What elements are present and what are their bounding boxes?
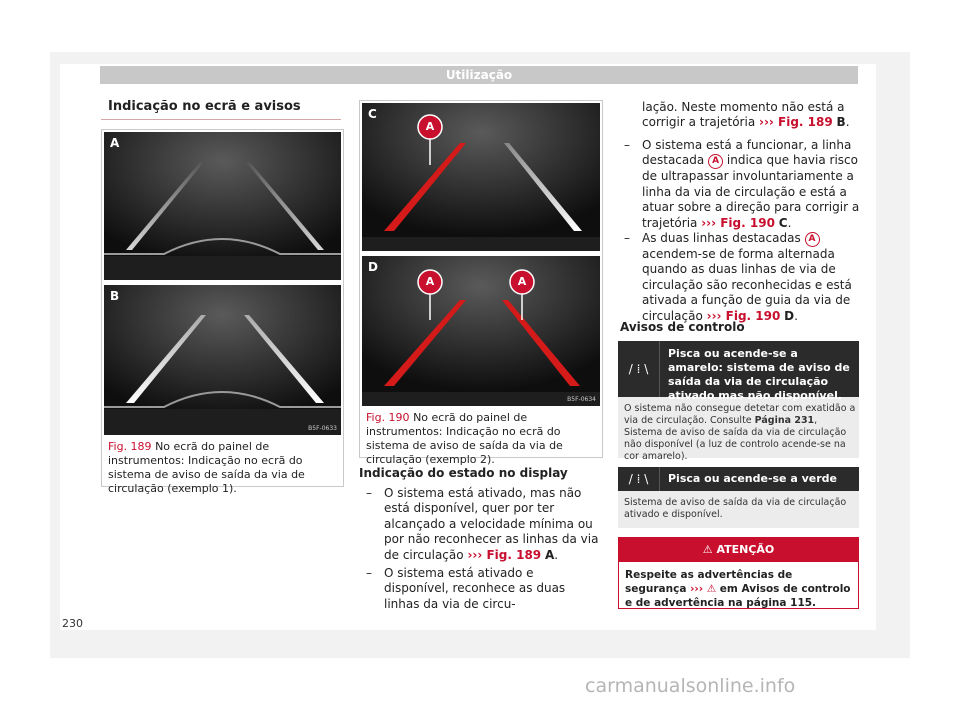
status-item-3-post: indica que havia risco de ultrapassar involuntariamente a linha da via de circulação e está a atuar sobre a direção para corrigir a trajetória	[642, 153, 860, 230]
warning-body	[625, 568, 855, 610]
warning-body-pre: Respeite as advertências de segurança	[625, 569, 793, 595]
fig190-panel-c	[362, 103, 600, 251]
warning-header	[619, 538, 858, 562]
status-item-3-pre: O sistema está a funcionar, a linha destacada	[642, 138, 852, 168]
fig189-panel-a	[104, 132, 341, 280]
list-dash-1: –	[366, 486, 372, 500]
marker-a-badge: A	[708, 154, 723, 169]
warning-box	[618, 537, 859, 609]
fig190-marker-d-right: A	[517, 275, 527, 288]
list-dash-4: –	[624, 231, 630, 245]
warning-body-post: em Avisos de controlo e de advertência na página 115.	[625, 583, 851, 609]
status-item-4-post: acendem-se de forma alternada quando as duas linhas de via de circulação são reconhecidas e está ativada a função de guia da via de circulação	[642, 247, 852, 323]
fig189-caption-text: No ecrã do painel de instrumentos: Indicação no ecrã do sistema de aviso de saída da via de circulação (exemplo 1).	[108, 440, 305, 495]
lane-assist-icon: / ⁞ \	[618, 467, 660, 491]
status-item-2-ref[interactable]: ››› Fig. 189	[759, 115, 833, 130]
fig189-label[interactable]: Fig. 189	[108, 440, 152, 453]
control-row-1-body-pre: O sistema não consegue detetar com exatidão a via de circulação. Consulte	[624, 403, 856, 426]
warning-heading: ATENÇÃO	[716, 543, 775, 556]
watermark: carmanualsonline.info	[585, 675, 796, 697]
control-row-1-page-ref[interactable]: Página 231	[754, 415, 815, 426]
marker-a-badge: A	[805, 232, 820, 247]
status-item-2-cont: lação. Neste momento não está a corrigir a trajetória ››› Fig. 189 B.	[642, 100, 850, 130]
fig190-panel-d	[362, 256, 600, 406]
control-row-1-body-post: , Sistema de aviso de saída da via de circulação não disponível (a luz de controlo acende-se na cor amarelo).	[624, 415, 847, 462]
fig190-caption	[366, 411, 596, 467]
list-dash-2: –	[366, 566, 372, 580]
status-item-4-ref[interactable]: ››› Fig. 190	[706, 308, 781, 323]
status-item-1-letter: A	[544, 547, 555, 562]
warning-triangle-small-icon: ⚠	[706, 583, 717, 595]
control-row-1	[618, 341, 859, 462]
status-item-3-ref[interactable]: ››› Fig. 190	[701, 215, 775, 230]
status-item-2-cont-text: lação. Neste momento não está a corrigir a trajetória	[642, 100, 845, 130]
status-item-4: As duas linhas destacadas A acendem-se de forma alternada quando as duas linhas de via de circulação são reconhecidas e está ativada a função de guia da via de circulação ››› Fig. 190 D.	[642, 231, 852, 323]
list-dash-3: –	[624, 138, 630, 152]
page-number: 230	[62, 617, 83, 630]
fig190-code: B5F-0634	[567, 396, 596, 403]
warning-triangle-icon: ⚠	[702, 543, 713, 556]
figure-189	[101, 129, 344, 495]
fig190-letter-c: C	[368, 107, 377, 121]
control-row-2-body: Sistema de aviso de saída da via de circulação ativado e disponível.	[624, 497, 847, 520]
status-item-1-ref[interactable]: ››› Fig. 189	[467, 547, 542, 562]
fig189-caption	[108, 440, 336, 496]
fig190-letter-d: D	[368, 260, 378, 274]
status-item-4-pre: As duas linhas destacadas	[642, 231, 801, 245]
status-item-1-text: O sistema está ativado, mas não está disponível, quer por ter alcançado a velocidade mínima ou por não reconhecer as linhas da via de circulação	[384, 486, 599, 562]
control-row-2-title: Pisca ou acende-se a verde	[668, 472, 837, 485]
status-item-2-start: O sistema está ativado e disponível, reconhece as duas linhas da via de circu-	[384, 566, 566, 611]
figure-190	[359, 100, 603, 466]
fig189-letter-b: B	[110, 289, 120, 303]
lane-assist-icon: / ⁞ \	[618, 341, 660, 397]
fig190-label[interactable]: Fig. 190	[366, 411, 410, 424]
warning-arrows-link[interactable]: ›››	[690, 583, 704, 595]
fig189-panel-b	[104, 285, 341, 435]
status-item-1: O sistema está ativado, mas não está disponível, quer por ter alcançado a velocidade mínima ou por não reconhecer as linhas da via de circulação ››› Fig. 189 A.	[384, 486, 599, 562]
status-item-2-letter: B	[836, 115, 846, 130]
fig190-caption-text: No ecrã do painel de instrumentos: Indicação no ecrã do sistema de aviso de saída da via de circulação (exemplo 2).	[366, 411, 563, 466]
status-item-3: O sistema está a funcionar, a linha destacada A indica que havia risco de ultrapassar involuntariamente a linha da via de circulação e está a atuar sobre a direção para corrigir a trajetória ››› Fig. 190 C.	[642, 138, 860, 230]
section-title-rule	[101, 119, 341, 120]
control-row-2	[618, 467, 859, 528]
control-row-1-title: Pisca ou acende-se a amarelo: sistema de aviso de saída da via de circulação ativado mas não disponível.	[668, 347, 850, 402]
display-status-heading: Indicação do estado no display	[359, 466, 568, 480]
status-item-4-letter: D	[784, 308, 795, 323]
controls-heading: Avisos de controlo	[620, 320, 745, 334]
fig189-code: B5F-0633	[308, 425, 337, 432]
control-row-2-header	[618, 467, 859, 491]
fig190-marker-d-left: A	[425, 275, 435, 288]
chapter-header: Utilização	[100, 66, 858, 84]
control-row-1-body	[624, 403, 856, 463]
section-title: Indicação no ecrã e avisos	[108, 99, 301, 114]
fig190-marker-c: A	[425, 120, 435, 133]
control-row-1-header	[618, 341, 859, 402]
fig189-letter-a: A	[110, 136, 120, 150]
status-item-3-letter: C	[778, 215, 788, 230]
